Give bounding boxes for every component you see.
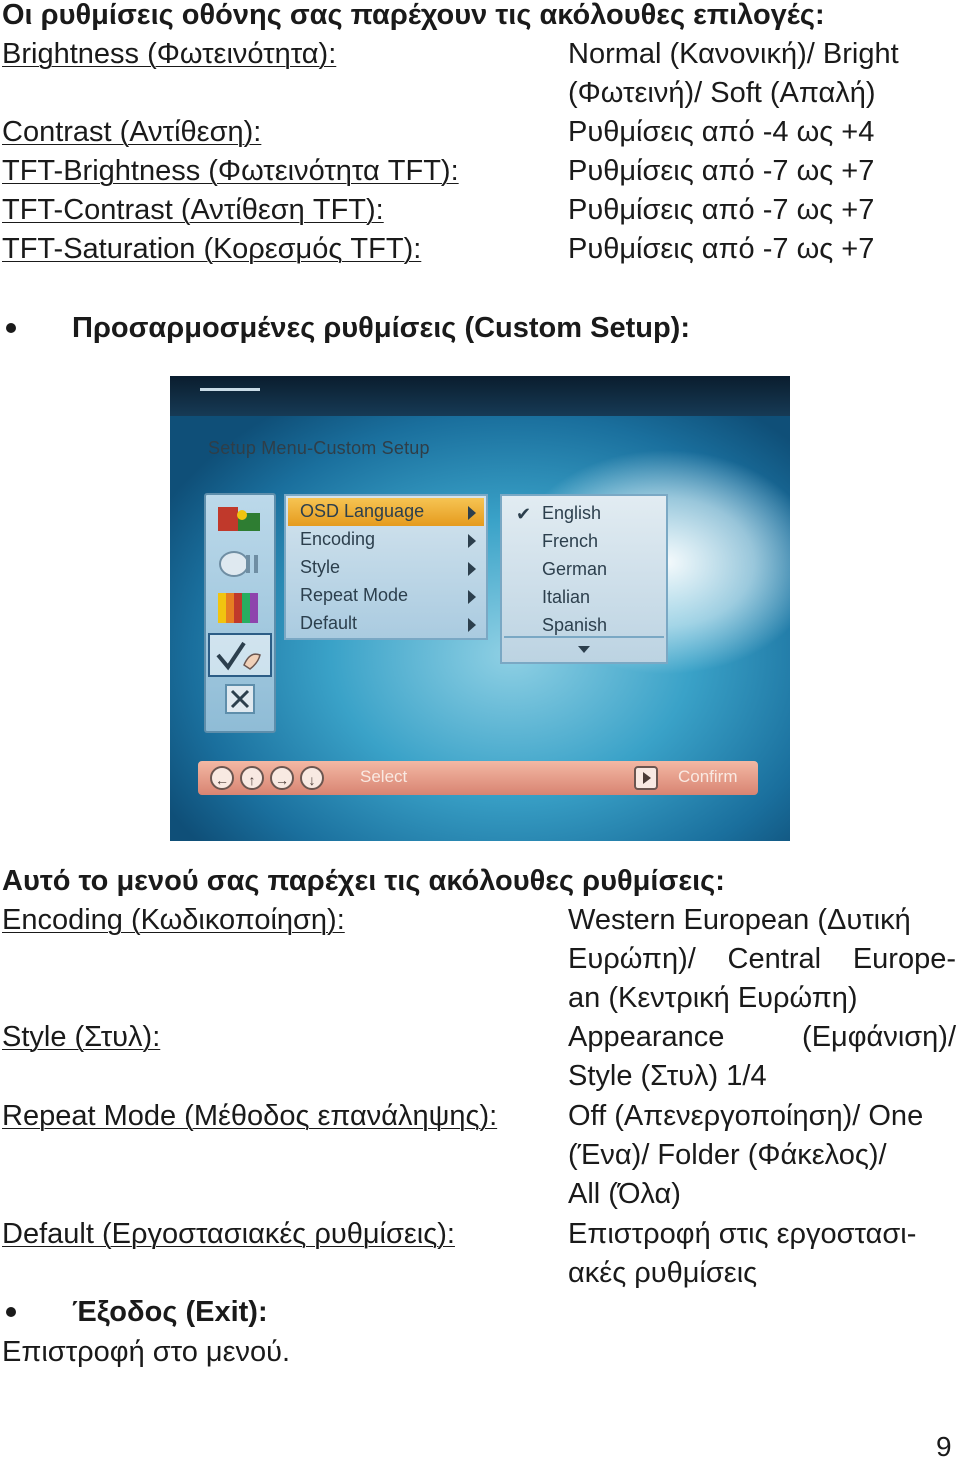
default-label: Default (Εργοστασιακές ρυθμίσεις): (2, 1218, 455, 1250)
bullet-dot (6, 1307, 16, 1317)
contrast-label: Contrast (Αντίθεση): (2, 116, 262, 148)
right-arrow-icon[interactable]: → (270, 766, 294, 790)
screen-top-border (170, 376, 790, 416)
screen-title: Setup Menu-Custom Setup (208, 438, 430, 458)
arrow-right-icon (468, 506, 476, 520)
submenu-divider (504, 636, 664, 638)
tft-saturation-label: TFT-Saturation (Κορεσμός TFT): (2, 233, 422, 265)
style-value: Appearance (Εμφάνιση)/ Style (Στυλ) 1/4 (568, 1021, 956, 1092)
display-settings-heading: Οι ρυθμίσεις οθόνης σας παρέχουν τις ακόλουθες επιλογές: (2, 0, 825, 31)
menu-item-osd-language[interactable]: OSD Language (300, 501, 425, 521)
tft-contrast-label: TFT-Contrast (Αντίθεση TFT): (2, 194, 384, 226)
brightness-label: Brightness (Φωτεινότητα): (2, 38, 337, 70)
encoding-label: Encoding (Κωδικοποίηση): (2, 904, 345, 936)
color-bars-icon[interactable] (212, 589, 268, 627)
menu-item-default[interactable]: Default (300, 613, 358, 633)
checkmark-icon: ✔ (516, 504, 532, 524)
repeat-mode-value: Off (Απενεργοποίηση)/ One (Ένα)/ Folder (Φάκελος)/ All (Όλα) (568, 1100, 924, 1210)
arrow-right-icon (468, 618, 476, 632)
audio-icon[interactable] (212, 545, 268, 583)
setup-icon-panel (204, 493, 276, 733)
arrow-right-icon (468, 534, 476, 548)
language-option-german[interactable]: German (542, 559, 608, 579)
language-option-french[interactable]: French (542, 531, 599, 551)
arrow-right-icon (468, 590, 476, 604)
custom-setup-icon[interactable] (208, 633, 272, 677)
tft-contrast-value: Ρυθμίσεις από -7 ως +7 (568, 194, 875, 226)
custom-setup-screenshot (170, 376, 790, 841)
custom-setup-heading: Προσαρμοσμένες ρυθμίσεις (Custom Setup): (72, 312, 690, 344)
tft-saturation-value: Ρυθμίσεις από -7 ως +7 (568, 233, 875, 265)
scroll-down-icon[interactable] (578, 646, 590, 653)
picture-icon[interactable] (212, 501, 268, 539)
exit-description: Επιστροφή στο μενού. (2, 1336, 291, 1368)
bullet-dot (6, 323, 16, 333)
tft-brightness-value: Ρυθμίσεις από -7 ως +7 (568, 155, 875, 187)
page-number: 9 (936, 1431, 952, 1462)
menu-item-repeat-mode[interactable]: Repeat Mode (300, 585, 409, 605)
language-option-english[interactable]: English (542, 503, 602, 523)
exit-heading: Έξοδος (Exit): (72, 1296, 268, 1328)
screen-bottom-bar (198, 761, 758, 795)
language-submenu (500, 494, 668, 664)
up-arrow-icon[interactable]: ↑ (240, 766, 264, 790)
menu-item-style[interactable]: Style (300, 557, 341, 577)
left-arrow-icon[interactable]: ← (210, 766, 234, 790)
down-arrow-icon[interactable]: ↓ (300, 766, 324, 790)
repeat-mode-label: Repeat Mode (Μέθοδος επανάληψης): (2, 1100, 498, 1132)
style-label: Style (Στυλ): (2, 1021, 161, 1053)
default-value: Επιστροφή στις εργοστασι- ακές ρυθμίσεις (568, 1218, 917, 1289)
custom-settings-heading: Αυτό το μενού σας παρέχει τις ακόλουθες ρυθμίσεις: (2, 865, 725, 897)
play-icon[interactable] (634, 766, 658, 790)
encoding-value: Western European (Δυτική Ευρώπη)/ Central Europe- an (Κεντρική Ευρώπη) (568, 904, 956, 1014)
contrast-value: Ρυθμίσεις από -4 ως +4 (568, 116, 875, 148)
arrow-right-icon (468, 562, 476, 576)
exit-icon[interactable] (212, 681, 268, 719)
menu-item-encoding[interactable]: Encoding (300, 529, 376, 549)
setup-menu (284, 494, 488, 640)
language-option-italian[interactable]: Italian (542, 587, 591, 607)
language-option-spanish[interactable]: Spanish (542, 615, 608, 635)
tft-brightness-label: TFT-Brightness (Φωτεινότητα TFT): (2, 155, 459, 187)
confirm-label: Confirm (678, 767, 738, 786)
select-label: Select (360, 767, 408, 786)
brightness-value: Normal (Κανονική)/ Bright (Φωτεινή)/ Soft (Απαλή) (568, 38, 899, 109)
